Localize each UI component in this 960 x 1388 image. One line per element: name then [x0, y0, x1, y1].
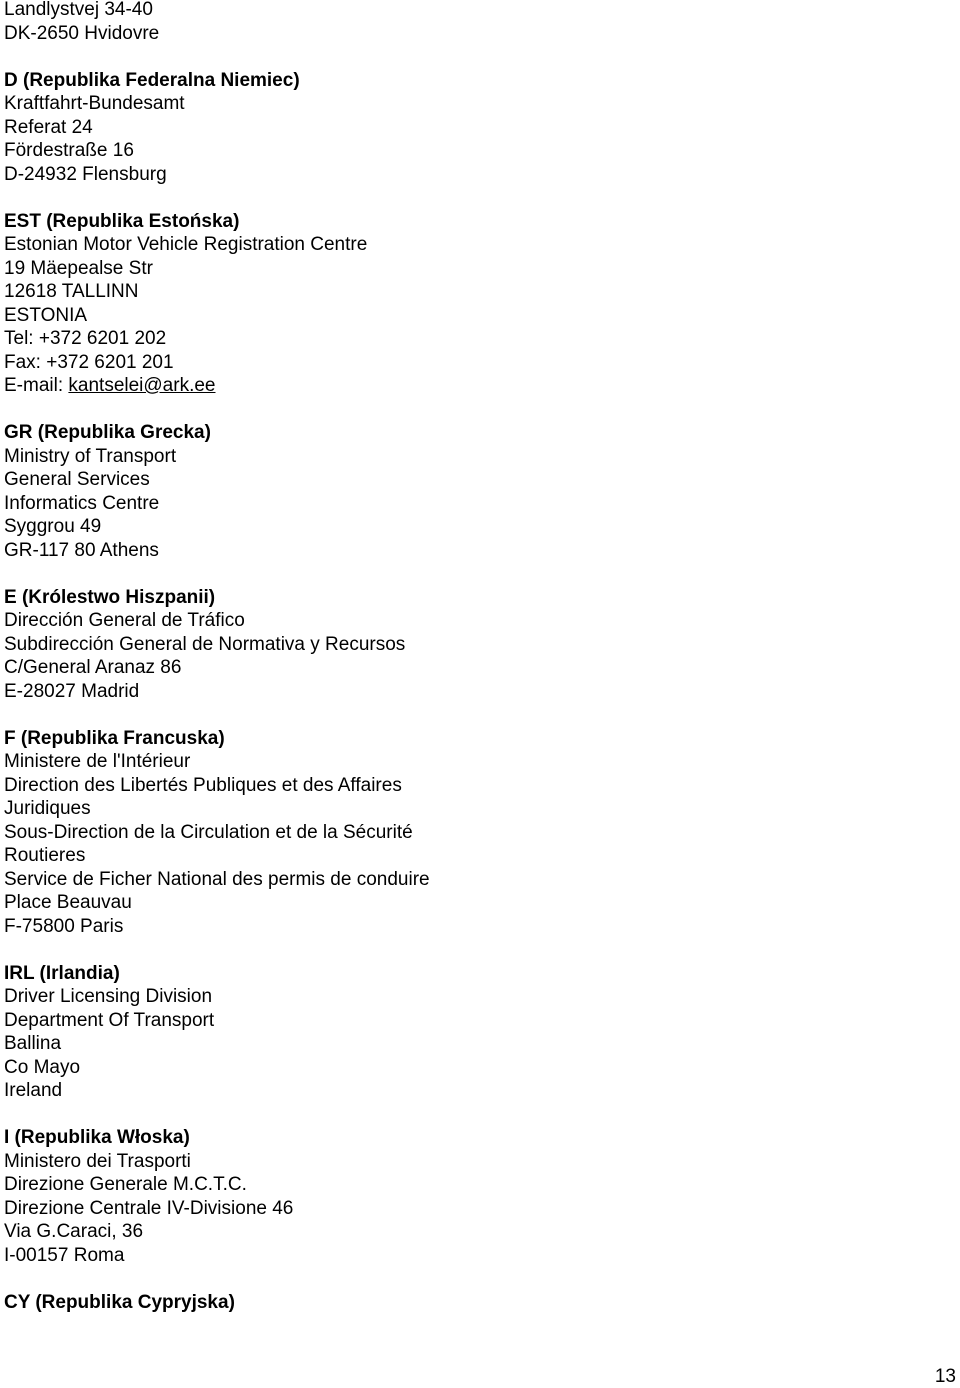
- address-line: General Services: [4, 469, 150, 490]
- address-line: Direzione Generale M.C.T.C.: [4, 1174, 247, 1195]
- address-line: Ballina: [4, 1033, 62, 1054]
- address-line: Referat 24: [4, 116, 93, 138]
- address-line: Subdirección General de Normativa y Recursos: [4, 633, 406, 655]
- address-line: Via G.Caraci, 36: [4, 1221, 144, 1242]
- section-heading: IRL (Irlandia): [4, 962, 120, 984]
- address-line: Ministere de l'Intérieur: [4, 751, 191, 772]
- address-line: Tel: +372 6201 202: [4, 328, 167, 349]
- document-body: [4, 0, 430, 1338]
- address-line: Syggrou 49: [4, 516, 102, 537]
- address-line: Kraftfahrt-Bundesamt: [4, 93, 185, 114]
- address-line: 19 Mäepealse Str: [4, 257, 153, 279]
- email-line: [4, 374, 430, 398]
- address-line: Direzione Centrale IV-Divisione 46: [4, 1197, 294, 1219]
- address-section: [4, 727, 430, 939]
- address-line: D-24932 Flensburg: [4, 163, 167, 185]
- address-line: Co Mayo: [4, 1056, 81, 1078]
- address-line: GR-117 80 Athens: [4, 539, 159, 561]
- address-line: Landlystvej 34-40: [4, 0, 153, 20]
- page-number: 13: [934, 1366, 956, 1387]
- address-section: [4, 1291, 430, 1315]
- address-line: Estonian Motor Vehicle Registration Centre: [4, 234, 368, 255]
- address-line: Service de Ficher National des permis de conduire: [4, 868, 430, 890]
- address-line: Routieres: [4, 845, 86, 866]
- address-section: [4, 210, 430, 398]
- address-section: [4, 69, 430, 187]
- section-heading: F (Republika Francuska): [4, 727, 225, 749]
- address-line: Ministero dei Trasporti: [4, 1150, 191, 1172]
- address-line: Ireland: [4, 1080, 63, 1101]
- address-line: Place Beauvau: [4, 892, 132, 913]
- address-line: Juridiques: [4, 798, 91, 819]
- section-heading: E (Królestwo Hiszpanii): [4, 586, 216, 608]
- address-section: [4, 0, 430, 45]
- address-line: Sous-Direction de la Circulation et de la Sécurité: [4, 821, 413, 843]
- section-heading: I (Republika Włoska): [4, 1127, 190, 1148]
- address-line: Department Of Transport: [4, 1009, 215, 1031]
- address-line: E-28027 Madrid: [4, 680, 140, 702]
- address-section: [4, 421, 430, 562]
- section-heading: EST (Republika Estońska): [4, 210, 240, 232]
- address-line: Driver Licensing Division: [4, 986, 213, 1007]
- address-line: 12618 TALLINN: [4, 281, 139, 302]
- address-line: I-00157 Roma: [4, 1244, 125, 1266]
- address-line: ESTONIA: [4, 304, 88, 326]
- address-line: Direction des Libertés Publiques et des Affaires: [4, 774, 402, 796]
- address-line: Fax: +372 6201 201: [4, 351, 174, 373]
- section-heading: GR (Republika Grecka): [4, 422, 211, 443]
- section-heading: CY (Republika Cypryjska): [4, 1291, 235, 1313]
- email-link[interactable]: kantselei@ark.ee: [68, 375, 216, 396]
- address-line: Fördestraße 16: [4, 140, 134, 161]
- email-label: E-mail:: [4, 375, 69, 396]
- section-heading: D (Republika Federalna Niemiec): [4, 69, 300, 91]
- address-section: [4, 586, 430, 704]
- address-section: [4, 1126, 430, 1267]
- address-line: Dirección General de Tráfico: [4, 610, 245, 631]
- address-line: F-75800 Paris: [4, 915, 124, 937]
- address-line: DK-2650 Hvidovre: [4, 22, 160, 44]
- address-section: [4, 962, 430, 1103]
- address-line: Informatics Centre: [4, 492, 160, 514]
- address-line: C/General Aranaz 86: [4, 657, 182, 678]
- address-line: Ministry of Transport: [4, 445, 177, 467]
